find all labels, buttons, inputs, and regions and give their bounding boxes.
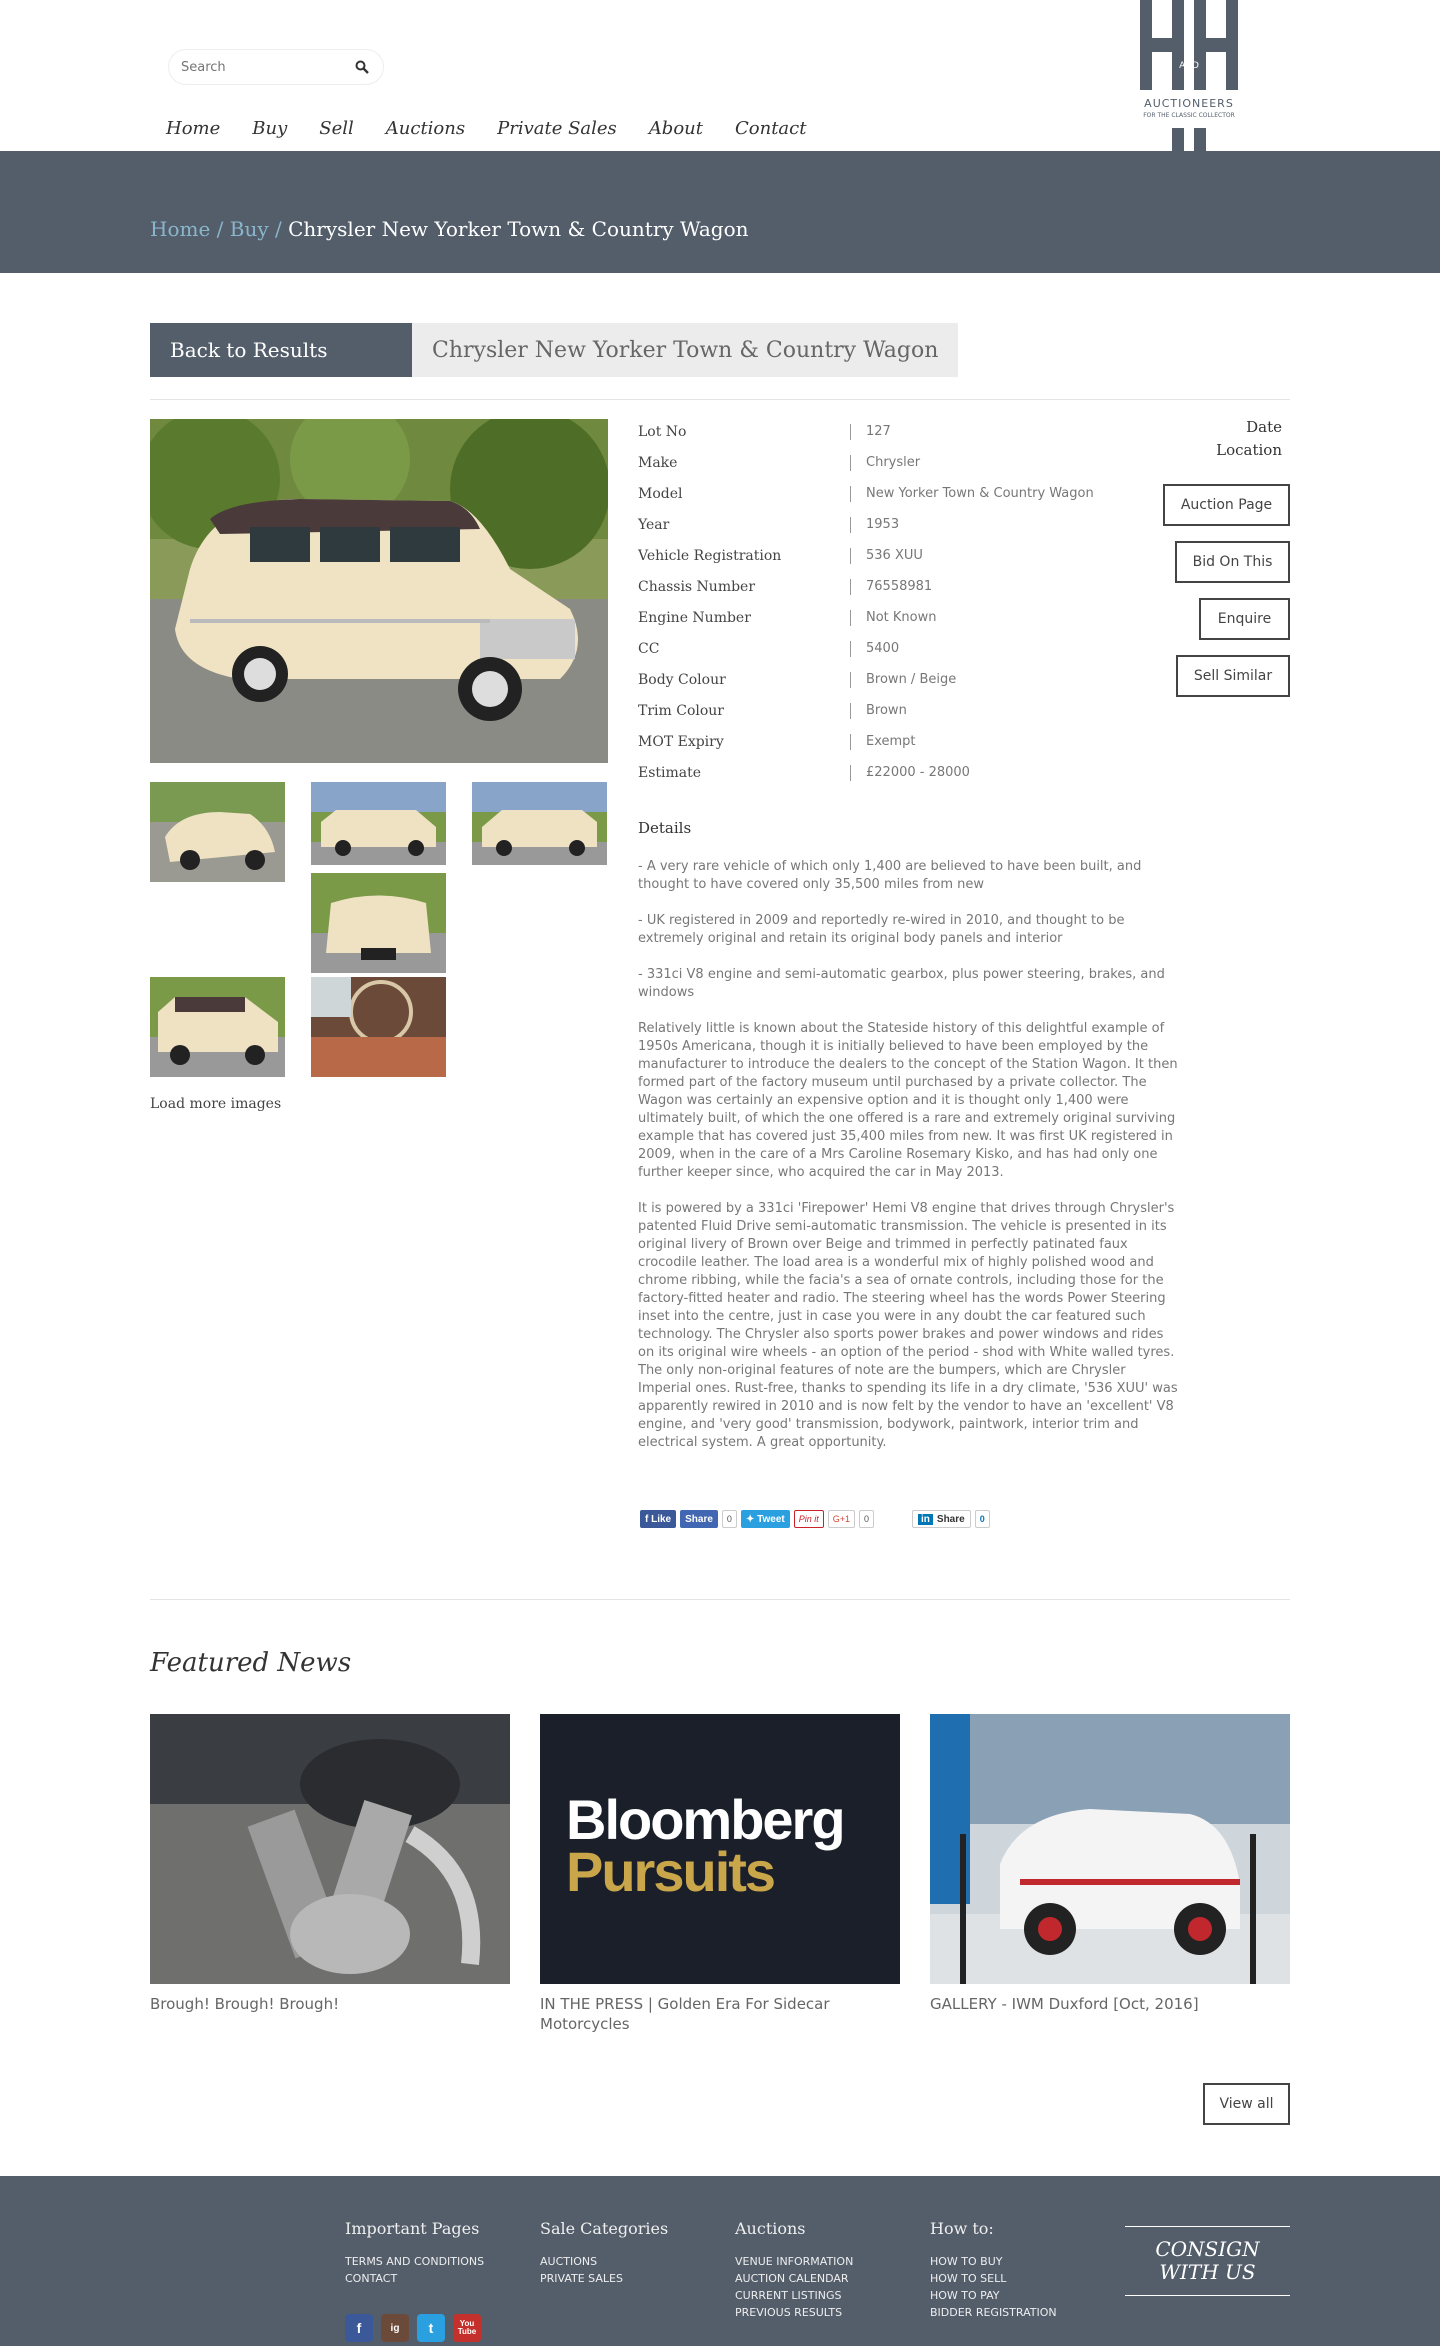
spec-value: 127 [866,424,891,439]
spec-value: 1953 [866,517,900,532]
thumbnail[interactable] [472,782,607,865]
spec-value: Exempt [866,734,916,749]
spec-label: Body Colour [638,671,726,688]
consign-line: WITH US [1159,2260,1256,2284]
news-caption[interactable]: GALLERY - IWM Duxford [Oct, 2016] [930,1995,1199,2013]
google-plus-button[interactable]: G+1 [828,1510,855,1528]
details-paragraph: It is powered by a 331ci 'Firepower' Hemi V8 engine that drives through Chrysler's patented Fluid Drive semi-automatic transmission. The vehicle is presented in its original livery of Brown over Beige and trimmed in perfectly patinated faux crocodile leather. The load area is a wonderful mix of highly polished wood and chrome ribbing, while the facia's a sea of ornate controls, including those for the factory-fitted heater and radio. The steering wheel has the words Power Steering inset into the centre, just in case you were in any doubt the car featured such technology. The Chrysler also sports power brakes and power windows and rides on its original wire wheels - an option of the period - shod with White walled tyres. The only non-original features of note are the bumpers, which are Chrysler Imperial ones. Rust-free, thanks to spending its life in a dry climate, '536 XUU' was apparently rewired in 2010 and is now felt by the vendor to have an 'excellent' V8 engine, and 'very good' transmission, bodywork, paintwork, interior trim and electrical system. A great opportunity. [638,1201,1178,1450]
footer-column-title: Sale Categories [540,2219,669,2238]
footer-link[interactable]: HOW TO PAY [930,2289,1000,2302]
details-heading: Details [638,819,692,837]
nav-sell[interactable]: Sell [319,118,354,139]
details-paragraph: - UK registered in 2009 and reportedly re-wired in 2010, and thought to be extremely original and retain its original body panels and interior [638,913,1125,946]
facebook-like-button[interactable]: f Like [640,1510,676,1528]
footer-link[interactable]: BIDDER REGISTRATION [930,2306,1057,2319]
bid-on-this-button[interactable]: Bid On This [1175,541,1290,583]
site-footer [0,2176,1440,2346]
linkedin-count: 0 [975,1510,990,1528]
spec-row [638,571,1158,602]
news-card[interactable] [150,1714,510,2014]
breadcrumb-buy[interactable]: Buy [229,217,269,241]
nav-buy[interactable]: Buy [252,118,288,139]
spec-label: Model [638,485,683,502]
news-image[interactable] [540,1714,900,1984]
spec-label: Lot No [638,423,687,440]
spec-row [638,726,1158,757]
spec-label: Chassis Number [638,578,756,595]
news-image[interactable] [930,1714,1290,1984]
logo-name: AUCTIONEERS [1144,97,1234,110]
nav-contact[interactable]: Contact [735,118,807,139]
instagram-icon[interactable]: ig [381,2314,409,2342]
twitter-icon: ✦ [745,1513,758,1525]
bloomberg-logo-text: Bloomberg [566,1788,844,1851]
footer-column-title: Auctions [735,2219,806,2238]
date-label: Date [1246,418,1282,436]
breadcrumb-separator: / [216,217,224,241]
nav-about[interactable]: About [648,118,703,139]
thumbnail[interactable] [311,782,446,865]
footer-link[interactable]: HOW TO SELL [930,2272,1007,2285]
divider [150,1599,1290,1600]
back-to-results-button[interactable]: Back to Results [150,323,412,377]
google-plus-count: 0 [859,1510,874,1528]
spec-value: Chrysler [866,455,921,470]
linkedin-icon: in [918,1514,933,1525]
logo-and-text: AND [1179,61,1199,71]
spec-label: Engine Number [638,609,751,626]
featured-news-heading: Featured News [150,1648,352,1678]
consign-line: CONSIGN [1155,2237,1260,2261]
location-label: Location [1216,441,1282,459]
footer-link[interactable]: CURRENT LISTINGS [735,2289,842,2302]
auction-page-button[interactable]: Auction Page [1163,484,1290,526]
nav-home[interactable]: Home [166,118,221,139]
footer-link[interactable]: TERMS AND CONDITIONS [345,2255,485,2268]
footer-column [345,2219,484,2287]
news-image[interactable] [150,1714,510,1984]
breadcrumb [150,217,749,241]
details-text [638,858,1178,1470]
spec-label: Make [638,454,678,471]
news-caption[interactable]: IN THE PRESS | Golden Era For Sidecar Motorcycles [540,1995,830,2033]
news-card[interactable] [540,1714,900,2034]
view-all-button[interactable]: View all [1203,2083,1290,2125]
spec-row [638,416,1158,447]
footer-link[interactable]: CONTACT [345,2272,398,2285]
sell-similar-button[interactable]: Sell Similar [1176,655,1290,697]
spec-value: Brown / Beige [866,672,957,687]
spec-row [638,602,1158,633]
tweet-button[interactable]: ✦ Tweet [741,1510,790,1528]
nav-private-sales[interactable]: Private Sales [497,118,617,139]
site-logo[interactable] [1134,0,1262,151]
site-header [0,0,1440,151]
vehicle-specs [638,416,1158,788]
details-paragraph: Relatively little is known about the Stateside history of this delightful example of 1950s Americana, though it is initially believed to have been employed by the manufacturer to introduce the dealers to the concept of the Station Wagon. It then formed part of the factory museum until purchased by a private collector. The Wagon was certainly an expensive option and it is thought only 1,400 were ultimately built, of which the one offered is a rare and extremely original surviving example that has covered just 35,400 miles from new. It was first UK registered in 2009, when in the care of a Mrs Caroline Rosemary Kisko, and has had only one further keeper since, who acquired the car in May 2013. [638,1021,1178,1180]
breadcrumb-home[interactable]: Home [150,217,211,241]
linkedin-share-button[interactable]: in Share [912,1510,971,1528]
search-input[interactable] [181,60,353,75]
news-card[interactable] [930,1714,1290,2014]
logo-tagline: FOR THE CLASSIC COLLECTOR [1143,112,1235,119]
main-car-photo[interactable] [150,419,608,763]
facebook-count: 0 [722,1510,737,1528]
auction-info [1150,416,1290,462]
footer-link[interactable]: PRIVATE SALES [540,2272,623,2285]
spec-label: Vehicle Registration [638,547,782,564]
footer-column [735,2219,853,2321]
thumbnail[interactable] [150,782,285,882]
thumbnail[interactable] [311,977,446,1077]
enquire-button[interactable]: Enquire [1199,598,1290,640]
consign-with-us-button[interactable] [1125,2226,1290,2296]
thumbnail[interactable] [150,977,285,1077]
footer-link[interactable]: AUCTIONS [540,2255,598,2268]
breadcrumb-current: Chrysler New Yorker Town & Country Wagon [288,217,749,241]
spec-row [638,664,1158,695]
footer-column [540,2219,668,2287]
footer-column [930,2219,1057,2321]
pinterest-button[interactable]: Pin it [794,1510,824,1528]
page-banner [0,151,1440,273]
details-paragraph: - A very rare vehicle of which only 1,400 are believed to have been built, and thought to have covered only 35,500 miles from new [638,859,1142,892]
footer-link[interactable]: AUCTION CALENDAR [735,2272,849,2285]
spec-value: 76558981 [866,579,933,594]
spec-row [638,695,1158,726]
thumbnail[interactable] [311,873,446,973]
spec-row [638,478,1158,509]
details-paragraph: - 331ci V8 engine and semi-automatic gearbox, plus power steering, brakes, and windows [638,967,1165,1000]
news-caption[interactable]: Brough! Brough! Brough! [150,1995,340,2013]
youtube-icon[interactable]: You Tube [453,2314,481,2342]
spec-row [638,509,1158,540]
spec-value: £22000 - 28000 [866,765,970,780]
pursuits-logo-text: Pursuits [566,1840,775,1903]
divider [150,399,1290,400]
spec-row [638,540,1158,571]
page-title: Chrysler New Yorker Town & Country Wagon [412,323,958,377]
facebook-share-button[interactable]: Share [680,1510,718,1528]
spec-value: Not Known [866,610,937,625]
title-row [150,323,958,377]
spec-row [638,447,1158,478]
spec-row [638,633,1158,664]
footer-column-title: How to: [930,2219,994,2238]
spec-value: 536 XUU [866,548,923,563]
footer-link[interactable]: PREVIOUS RESULTS [735,2306,843,2319]
spec-label: CC [638,640,660,657]
spec-label: Estimate [638,764,702,781]
social-links [345,2314,481,2342]
spec-label: Trim Colour [638,702,724,719]
load-more-images-link[interactable]: Load more images [150,1096,282,1112]
spec-label: Year [638,516,670,533]
spec-value: Brown [866,703,907,718]
spec-value: New Yorker Town & Country Wagon [866,486,1094,501]
twitter-icon[interactable]: t [417,2314,445,2342]
breadcrumb-separator: / [275,217,282,241]
footer-column-title: Important Pages [345,2219,480,2238]
footer-link[interactable]: HOW TO BUY [930,2255,1003,2268]
nav-auctions[interactable]: Auctions [385,118,466,139]
spec-label: MOT Expiry [638,733,724,750]
spec-value: 5400 [866,641,900,656]
share-bar [640,1509,990,1529]
facebook-icon[interactable]: f [345,2314,373,2342]
spec-row [638,757,1158,788]
search-box [168,49,384,85]
footer-link[interactable]: VENUE INFORMATION [735,2255,854,2268]
facebook-icon: f [645,1513,652,1525]
main-nav [150,118,822,139]
search-icon[interactable] [353,58,371,76]
